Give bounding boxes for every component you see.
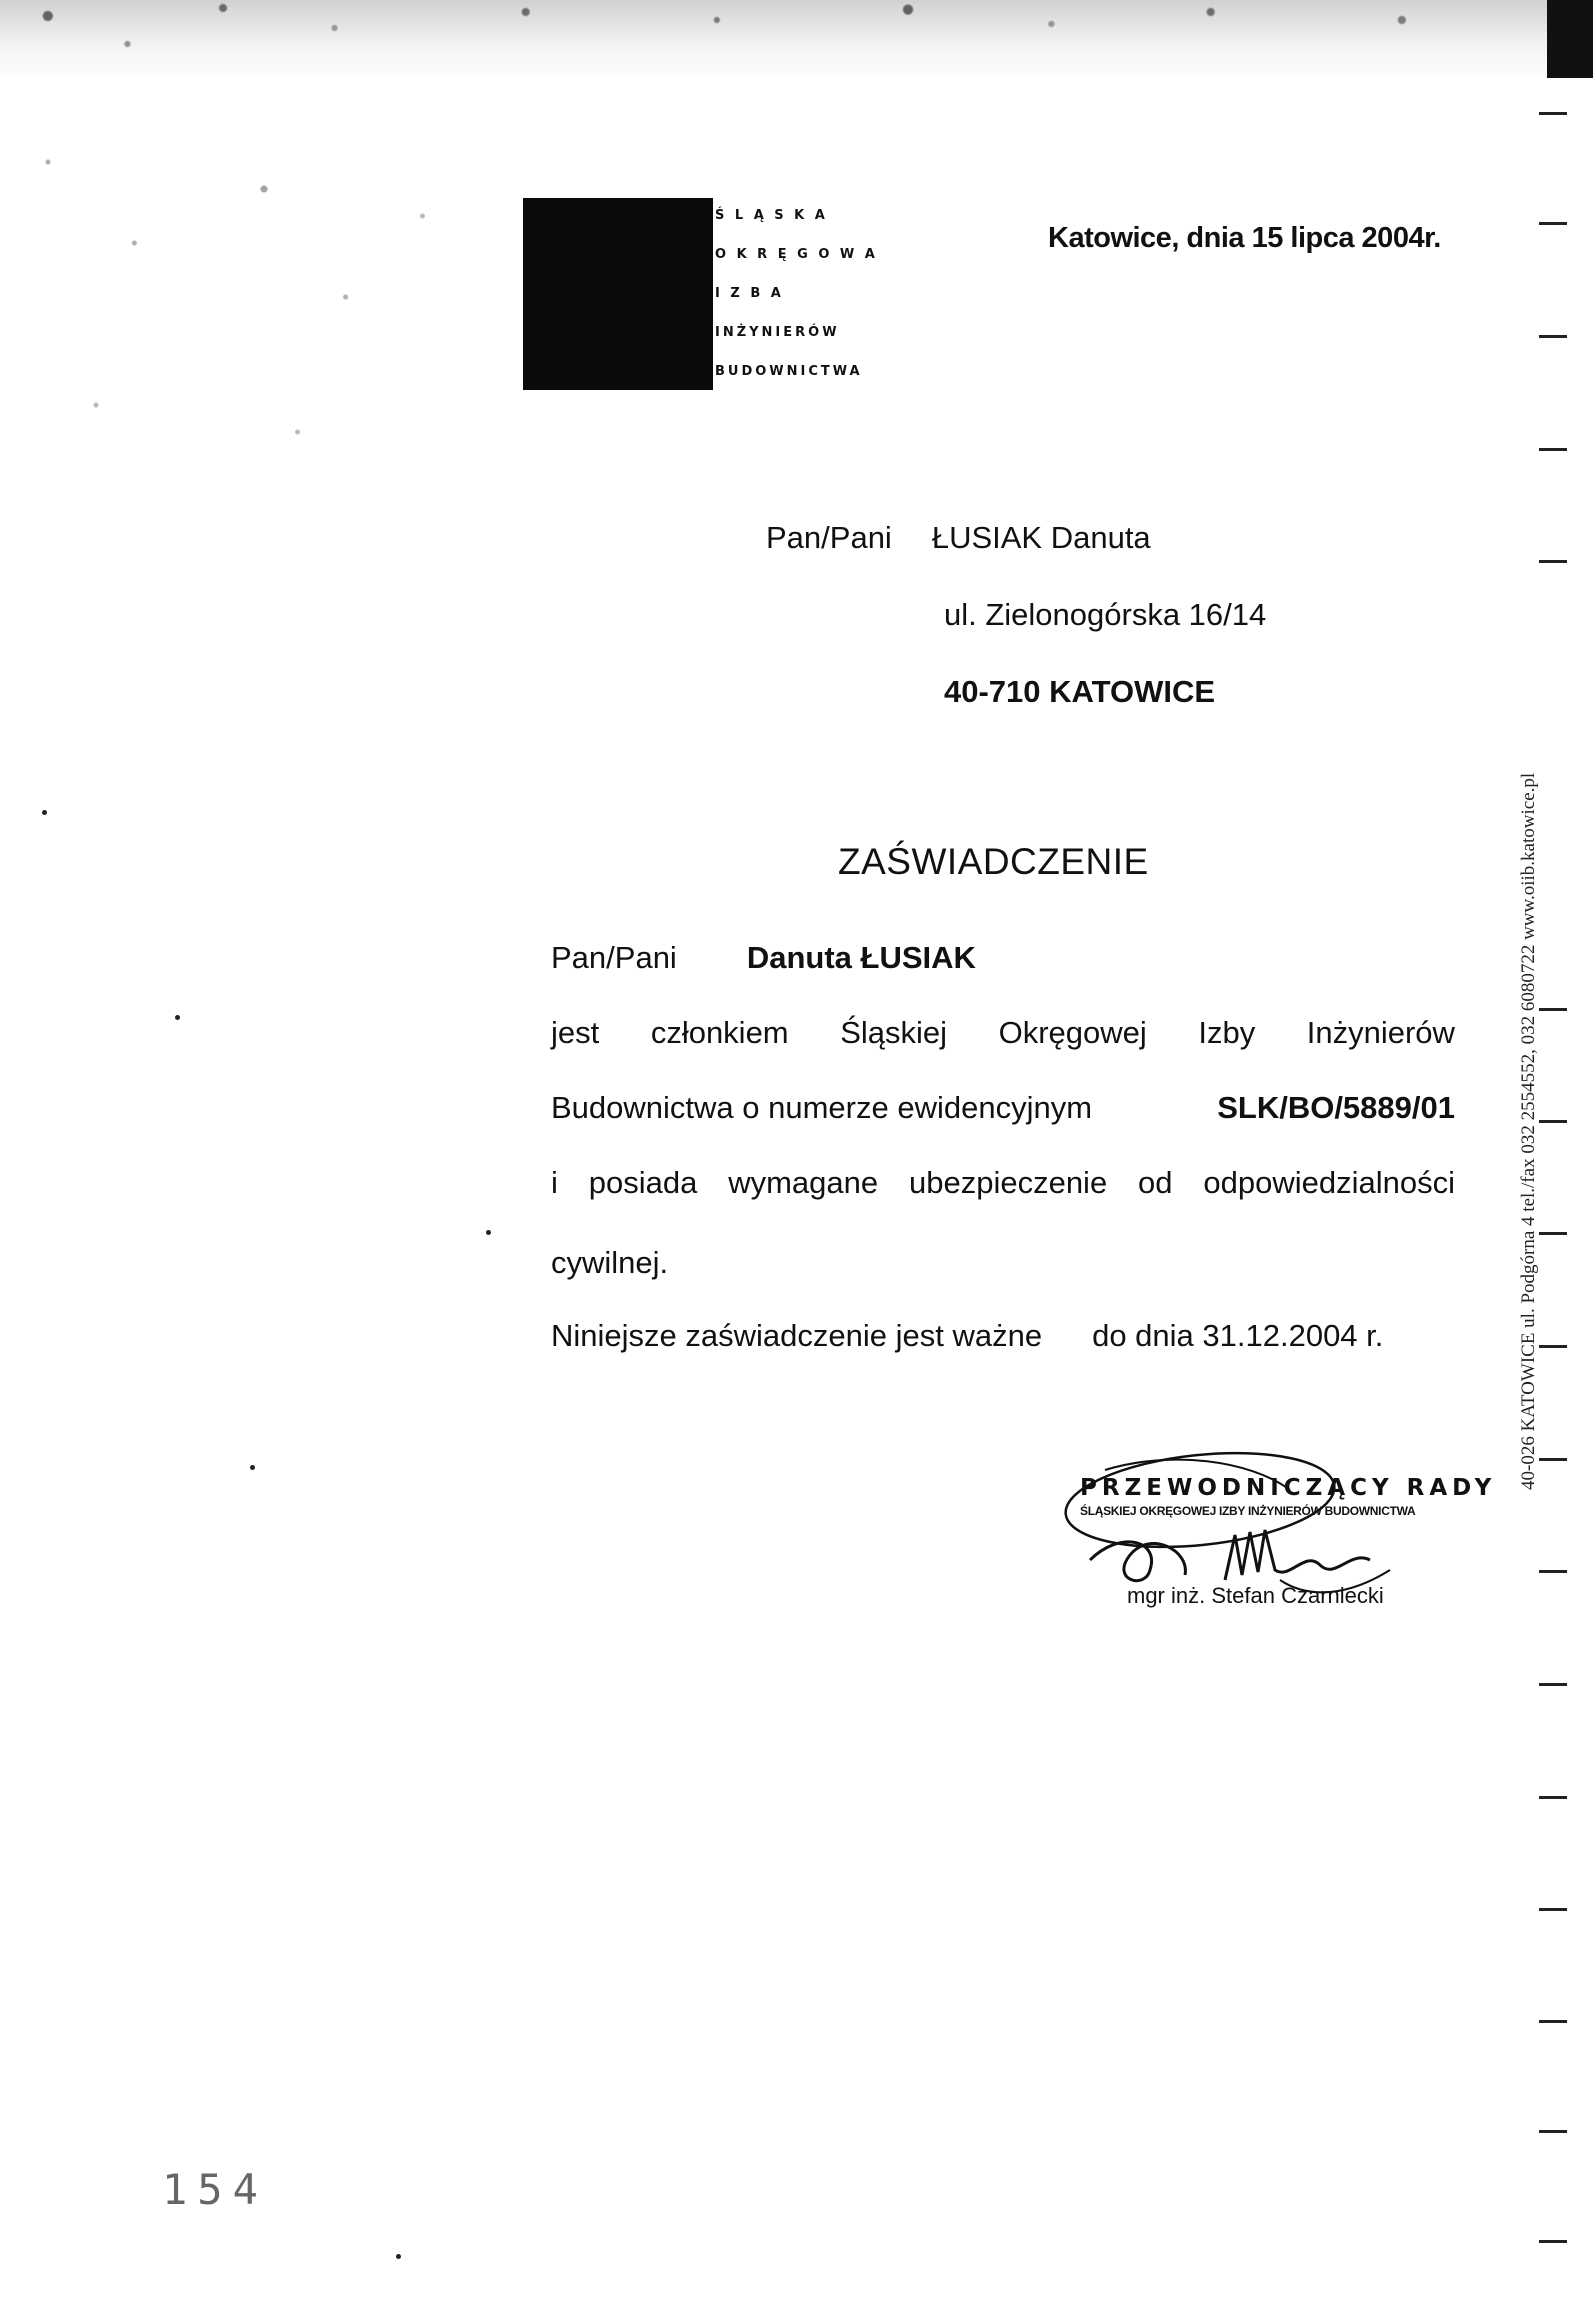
- body-word: Okręgowej: [998, 1015, 1147, 1050]
- certificate-line-5: cywilnej.: [551, 1245, 669, 1280]
- addressee-street: ul. Zielonogórska 16/14: [944, 597, 1267, 632]
- validity-text: Niniejsze zaświadczenie jest ważne: [551, 1318, 1043, 1353]
- scan-speck: [42, 810, 47, 815]
- addressee-name-line: [766, 520, 1151, 556]
- logo-square: [523, 198, 713, 390]
- body-word: ubezpieczenie: [908, 1165, 1108, 1200]
- scan-speck: [486, 1230, 491, 1235]
- body-word: Izby: [1198, 1015, 1256, 1050]
- scan-speck: [396, 2254, 401, 2259]
- certificate-line-2: [551, 1015, 1455, 1051]
- signature-subtitle: ŚLĄSKIEJ OKRĘGOWEJ IZBY INŻYNIERÓW BUDOWNICTWA: [1080, 1504, 1416, 1518]
- body-word: jest: [551, 1015, 600, 1050]
- scan-speck: [250, 1465, 255, 1470]
- margin-mark: [1539, 2130, 1567, 2133]
- margin-mark: [1539, 222, 1567, 225]
- margin-mark: [1539, 1796, 1567, 1799]
- logo-line: O K R Ę G O W A: [715, 247, 878, 262]
- body-word: członkiem: [650, 1015, 789, 1050]
- body-word: Inżynierów: [1306, 1015, 1455, 1050]
- margin-mark: [1539, 1345, 1567, 1348]
- addressee-name: ŁUSIAK Danuta: [931, 520, 1151, 555]
- margin-mark: [1539, 1683, 1567, 1686]
- margin-mark: [1539, 1570, 1567, 1573]
- page-number: 154: [162, 2165, 268, 2214]
- margin-mark: [1539, 1008, 1567, 1011]
- body-word: Śląskiej: [840, 1015, 948, 1050]
- addressee-salutation: Pan/Pani: [766, 520, 892, 555]
- date-line: Katowice, dnia 15 lipca 2004r.: [1048, 222, 1441, 254]
- registration-number: SLK/BO/5889/01: [1217, 1090, 1455, 1125]
- margin-mark: [1539, 1120, 1567, 1123]
- scan-noise-left: [0, 0, 480, 540]
- margin-mark: [1539, 2240, 1567, 2243]
- scan-speck: [175, 1015, 180, 1020]
- certificate-person: Danuta ŁUSIAK: [746, 940, 976, 975]
- body-word: posiada: [588, 1165, 698, 1200]
- logo-line: I Z B A: [715, 286, 784, 301]
- margin-mark: [1539, 560, 1567, 563]
- organization-logo-text: [715, 196, 905, 391]
- margin-mark: [1539, 335, 1567, 338]
- margin-mark: [1539, 2020, 1567, 2023]
- margin-address: 40-026 KATOWICE ul. Podgórna 4 tel./fax 032 2554552, 032 6080722 www.oiib.katowice.pl: [1518, 772, 1539, 1490]
- person-salutation: Pan/Pani: [551, 940, 677, 975]
- body-text: Budownictwa o numerze ewidencyjnym: [551, 1090, 1093, 1125]
- logo-line: INŻYNIERÓW: [715, 325, 840, 340]
- addressee-city: 40-710 KATOWICE: [944, 674, 1216, 709]
- logo-line: BUDOWNICTWA: [715, 364, 863, 379]
- document-title: ZAŚWIADCZENIE: [838, 841, 1149, 882]
- margin-mark: [1539, 112, 1567, 115]
- margin-mark: [1539, 1232, 1567, 1235]
- signature-title: PRZEWODNICZĄCY RADY: [1080, 1475, 1497, 1501]
- certificate-line-3: [551, 1090, 1455, 1126]
- margin-mark: [1539, 448, 1567, 451]
- margin-mark: [1539, 1458, 1567, 1461]
- certificate-person-line: [551, 940, 1455, 976]
- logo-line: Ś L Ą S K A: [715, 208, 828, 223]
- validity-date: do dnia 31.12.2004 r.: [1092, 1318, 1384, 1353]
- validity-line: [551, 1318, 1455, 1354]
- body-word: od: [1138, 1165, 1173, 1200]
- margin-mark: [1539, 1908, 1567, 1911]
- certificate-line-4: [551, 1165, 1455, 1201]
- body-word: wymagane: [728, 1165, 879, 1200]
- signatory-name: mgr inż. Stefan Czarniecki: [1127, 1583, 1384, 1608]
- body-word: odpowiedzialności: [1203, 1165, 1455, 1200]
- body-word: i: [551, 1165, 558, 1200]
- scan-dark-corner: [1547, 0, 1593, 78]
